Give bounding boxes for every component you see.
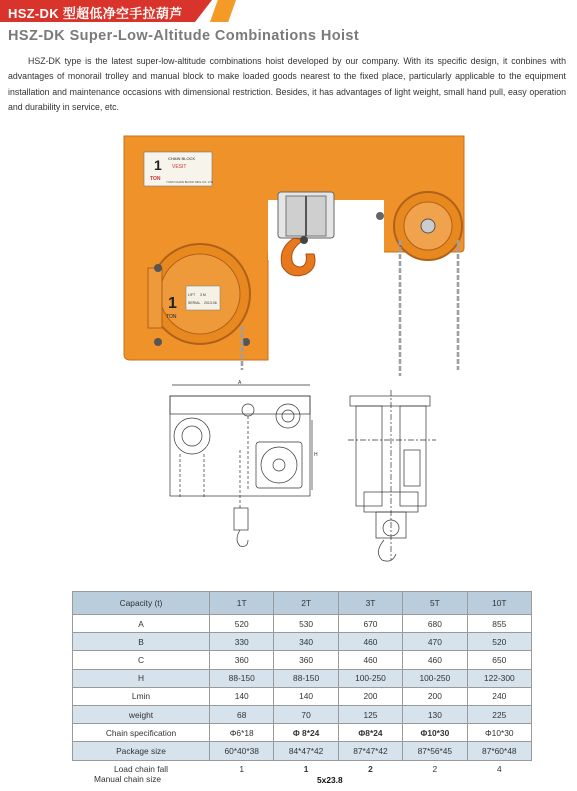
table-cell: 130	[403, 705, 467, 723]
table-cell: 60*40*38	[210, 742, 274, 760]
table-cell: 200	[403, 687, 467, 705]
table-body	[73, 615, 532, 778]
table-cell: 240	[467, 687, 531, 705]
header-bar	[0, 0, 577, 22]
row-label: weight	[73, 705, 210, 723]
header-orange-slash	[210, 0, 236, 22]
table-row	[73, 615, 532, 633]
table-cell: 360	[210, 651, 274, 669]
table-row	[73, 651, 532, 669]
table-cell: 670	[338, 615, 402, 633]
row-label: C	[73, 651, 210, 669]
table-cell: Φ6*18	[210, 724, 274, 742]
table-row	[73, 687, 532, 705]
table-row	[73, 705, 532, 723]
table-cell: 68	[210, 705, 274, 723]
hoist-lift-value: 3 M	[200, 293, 206, 297]
manual-chain-label: Manual chain size	[94, 774, 162, 784]
table-cell: 140	[210, 687, 274, 705]
header-cell: 1T	[210, 592, 274, 615]
table-cell: Φ10*30	[467, 724, 531, 742]
intro-paragraph: HSZ-DK type is the latest super-low-altitude combinations hoist developed by our company. With its specific design, it conbines with advantages of monorail trolley and manual block to make loaded goods nearest to the fixed place, particularly applicable to the equipment installation and maintenance occasions with dimensional restriction. Besides, it has advantages of light weight, small hand pull, easy operation and durability in service, etc.	[8, 56, 566, 113]
table-cell: 70	[274, 705, 338, 723]
table-cell: 460	[338, 651, 402, 669]
table-cell: 330	[210, 633, 274, 651]
hoist-product-photo	[118, 130, 470, 376]
table-cell: 520	[210, 615, 274, 633]
table-cell: 520	[467, 633, 531, 651]
plate-capacity: 1	[154, 157, 162, 173]
row-label: B	[73, 633, 210, 651]
plate-brand: VESIT	[172, 164, 187, 170]
table-cell: 87*60*48	[467, 742, 531, 760]
technical-drawings	[160, 380, 460, 575]
table-cell: 340	[274, 633, 338, 651]
table-cell: 1	[239, 764, 245, 775]
table-cell: Φ10*30	[403, 724, 467, 742]
table-cell: 122-300	[467, 669, 531, 687]
table-cell: 460	[403, 651, 467, 669]
header-cell: 5T	[403, 592, 467, 615]
page-subtitle: HSZ-DK Super-Low-Altitude Combinations Hoist	[8, 28, 360, 44]
table-cell: 650	[467, 651, 531, 669]
hoist-lift-label: LIFT	[188, 293, 196, 297]
table-cell: 855	[467, 615, 531, 633]
table-cell: Φ 8*24	[274, 724, 338, 742]
plate-unit: TON	[150, 176, 161, 182]
header-cell: Capacity (t)	[73, 592, 210, 615]
table-cell: 88-150	[210, 669, 274, 687]
page-title: HSZ-DK 型超低净空手拉葫芦	[8, 6, 183, 21]
header-cell: 2T	[274, 592, 338, 615]
table-cell: 84*47*42	[274, 742, 338, 760]
hoist-unit: TON	[166, 314, 177, 320]
header-cell: 10T	[467, 592, 531, 615]
table-cell: 460	[338, 633, 402, 651]
table-cell: 1	[303, 764, 309, 775]
table-cell: 100-250	[338, 669, 402, 687]
table-header-row	[73, 592, 532, 615]
hoist-serial-value: 2013.06	[204, 301, 217, 305]
table-cell: 200	[338, 687, 402, 705]
row-label: Lmin	[73, 687, 210, 705]
table-cell: 125	[338, 705, 402, 723]
dim-a-label: A	[238, 380, 242, 386]
table-row	[73, 724, 532, 742]
table-cell: 2	[368, 764, 373, 775]
row-label: A	[73, 615, 210, 633]
table-cell: 470	[403, 633, 467, 651]
specification-table	[72, 591, 532, 778]
table-row	[73, 742, 532, 760]
table-cell: 225	[467, 705, 531, 723]
table-cell: 360	[274, 651, 338, 669]
table-cell: 100-250	[403, 669, 467, 687]
table-cell: 87*47*42	[338, 742, 402, 760]
table-cell: Φ8*24	[338, 724, 402, 742]
table-cell: 88-150	[274, 669, 338, 687]
table-cell: 87*56*45	[403, 742, 467, 760]
hoist-capacity: 1	[168, 295, 177, 312]
plate-maker: YUNXI CHAIN BLOCK MFG CO. LTD	[166, 180, 213, 184]
row-label: Load chain fall	[113, 764, 168, 775]
manual-chain-value: 5x23.8	[317, 775, 343, 785]
table-cell: 2	[432, 764, 438, 775]
table-cell: 680	[403, 615, 467, 633]
row-label: H	[73, 669, 210, 687]
table-row	[73, 669, 532, 687]
row-label: Chain specification	[73, 724, 210, 742]
plate-line1: CHAIN BLOCK	[168, 156, 196, 161]
table-cell: 4	[496, 764, 502, 775]
table-row	[73, 633, 532, 651]
table-cell: 530	[274, 615, 338, 633]
row-label: Package size	[73, 742, 210, 760]
dim-h-label: H	[314, 452, 318, 458]
header-cell: 3T	[338, 592, 402, 615]
table-cell: 140	[274, 687, 338, 705]
hoist-serial-label: SERIAL	[188, 301, 201, 305]
